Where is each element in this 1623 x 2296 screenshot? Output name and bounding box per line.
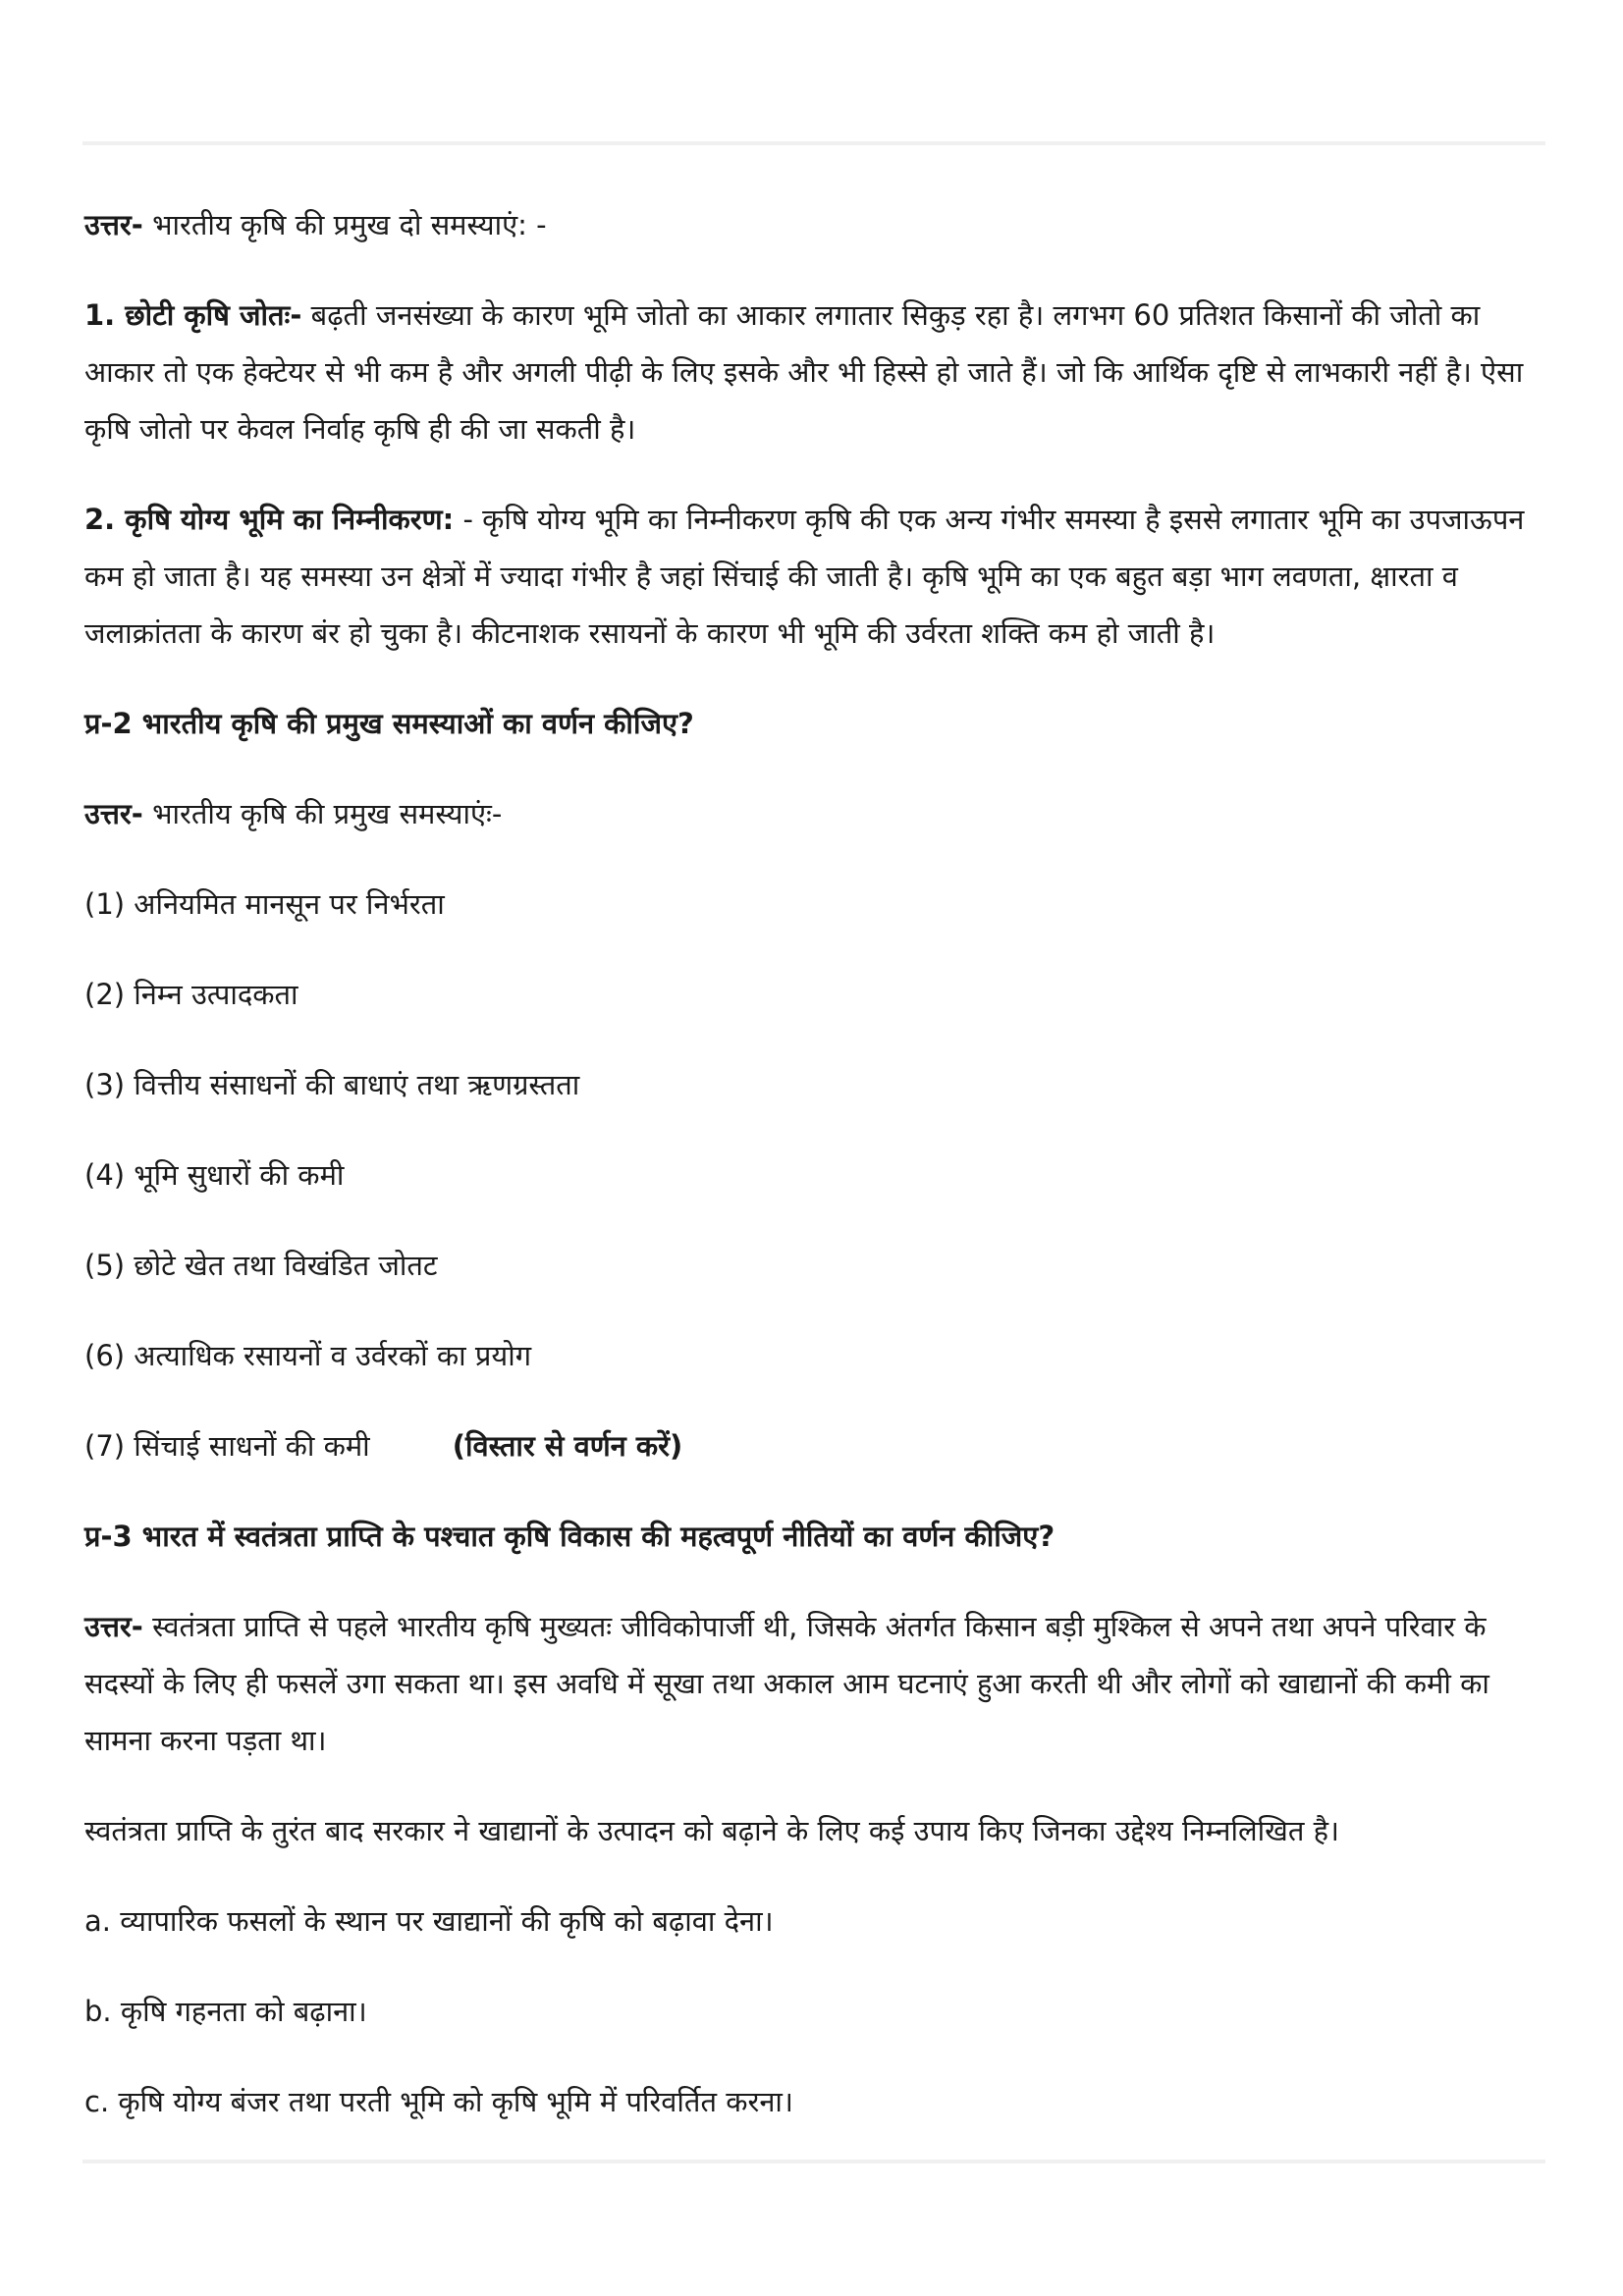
answer-2-intro-text: भारतीय कृषि की प्रमुख समस्याएंः- [152,797,503,830]
answer-label: उत्तर- [84,208,143,241]
answer-label: उत्तर- [84,1610,143,1643]
answer-1-intro [84,196,1547,253]
point-1-title: 1. छोटी कृषि जोतः- [84,298,302,332]
problem-item-1: (1) अनियमित मानसून पर निर्भरता [84,887,445,921]
problem-item-5: (5) छोटे खेत तथा विखंडित जोतट [84,1249,438,1282]
policy-item-b: b. कृषि गहनता को बढ़ाना। [84,1995,367,2028]
policy-item-c: c. कृषि योग्य बंजर तथा परती भूमि को कृषि भूमि में परिवर्तित करना। [84,2085,793,2118]
point-1-text: बढ़ती जनसंख्या के कारण भूमि जोतो का आकार लगातार सिकुड़ रहा है। लगभग 60 प्रतिशत किसानों की जोतो का आकार तो एक हेक्टेयर से भी कम है और अगली पीढ़ी के लिए इसके और भी हिस्से हो जाते हैं। जो कि आर्थिक दृष्टि से लाभकारी नहीं है। ऐसा कृषि जोतो पर केवल निर्वाह कृषि ही की जा सकती है। [84,298,1524,446]
answer-1-intro-text: भारतीय कृषि की प्रमुख दो समस्याएं: - [152,208,547,241]
top-divider [82,141,1545,145]
point-1-paragraph [84,287,1547,457]
answer-2-intro [84,785,1547,842]
policy-item-a: a. व्यापारिक फसलों के स्थान पर खाद्यानों की कृषि को बढ़ावा देना। [84,1904,774,1938]
question-2: प्र-2 भारतीय कृषि की प्रमुख समस्याओं का वर्णन कीजिए? [84,707,694,740]
problem-item-3: (3) वित्तीय संसाधनों की बाधाएं तथा ऋणग्रस्तता [84,1068,580,1101]
answer-3-paragraph [84,1598,1547,1769]
bottom-divider [82,2160,1545,2163]
elaborate-note: (विस्तार से वर्णन करें) [452,1429,683,1463]
question-3: प्र-3 भारत में स्वतंत्रता प्राप्ति के पश्चात कृषि विकास की महत्वपूर्ण नीतियों का वर्णन कीजिए? [84,1520,1055,1553]
problem-item-6: (6) अत्याधिक रसायनों व उर्वरकों का प्रयोग [84,1339,532,1372]
problem-item-7: (7) सिंचाई साधनों की कमी [84,1429,370,1463]
answer-3-text: स्वतंत्रता प्राप्ति से पहले भारतीय कृषि मुख्यतः जीविकोपार्जी थी, जिसके अंतर्गत किसान बड़ी मुश्किल से अपने तथा अपने परिवार के सदस्यों के लिए ही फसलें उगा सकता था। इस अवधि में सूखा तथा अकाल आम घटनाएं हुआ करती थी और लोगों को खाद्यानों की कमी का सामना करना पड़ता था। [84,1610,1489,1757]
answer-3-paragraph-2: स्वतंत्रता प्राप्ति के तुरंत बाद सरकार ने खाद्यानों के उत्पादन को बढ़ाने के लिए कई उपाय किए जिनका उद्देश्य निम्नलिखित है। [84,1814,1339,1847]
problem-item-2: (2) निम्न उत्पादकता [84,978,298,1011]
point-2-text: - कृषि योग्य भूमि का निम्नीकरण कृषि की एक अन्य गंभीर समस्या है इससे लगातार भूमि का उपजाऊपन कम हो जाता है। यह समस्या उन क्षेत्रों में ज्यादा गंभीर है जहां सिंचाई की जाती है। कृषि भूमि का एक बहुत बड़ा भाग लवणता, क्षारता व जलाक्रांतता के कारण बंर हो चुका है। कीटनाशक रसायनों के कारण भी भूमि की उर्वरता शक्ति कम हो जाती है। [84,503,1525,650]
problem-item-4: (4) भूमि सुधारों की कमी [84,1158,345,1192]
problem-item-7-row [84,1417,1547,1474]
point-2-paragraph [84,491,1547,662]
point-2-title: 2. कृषि योग्य भूमि का निम्नीकरण: [84,503,455,536]
answer-label: उत्तर- [84,797,143,830]
page-content [84,196,1547,2163]
